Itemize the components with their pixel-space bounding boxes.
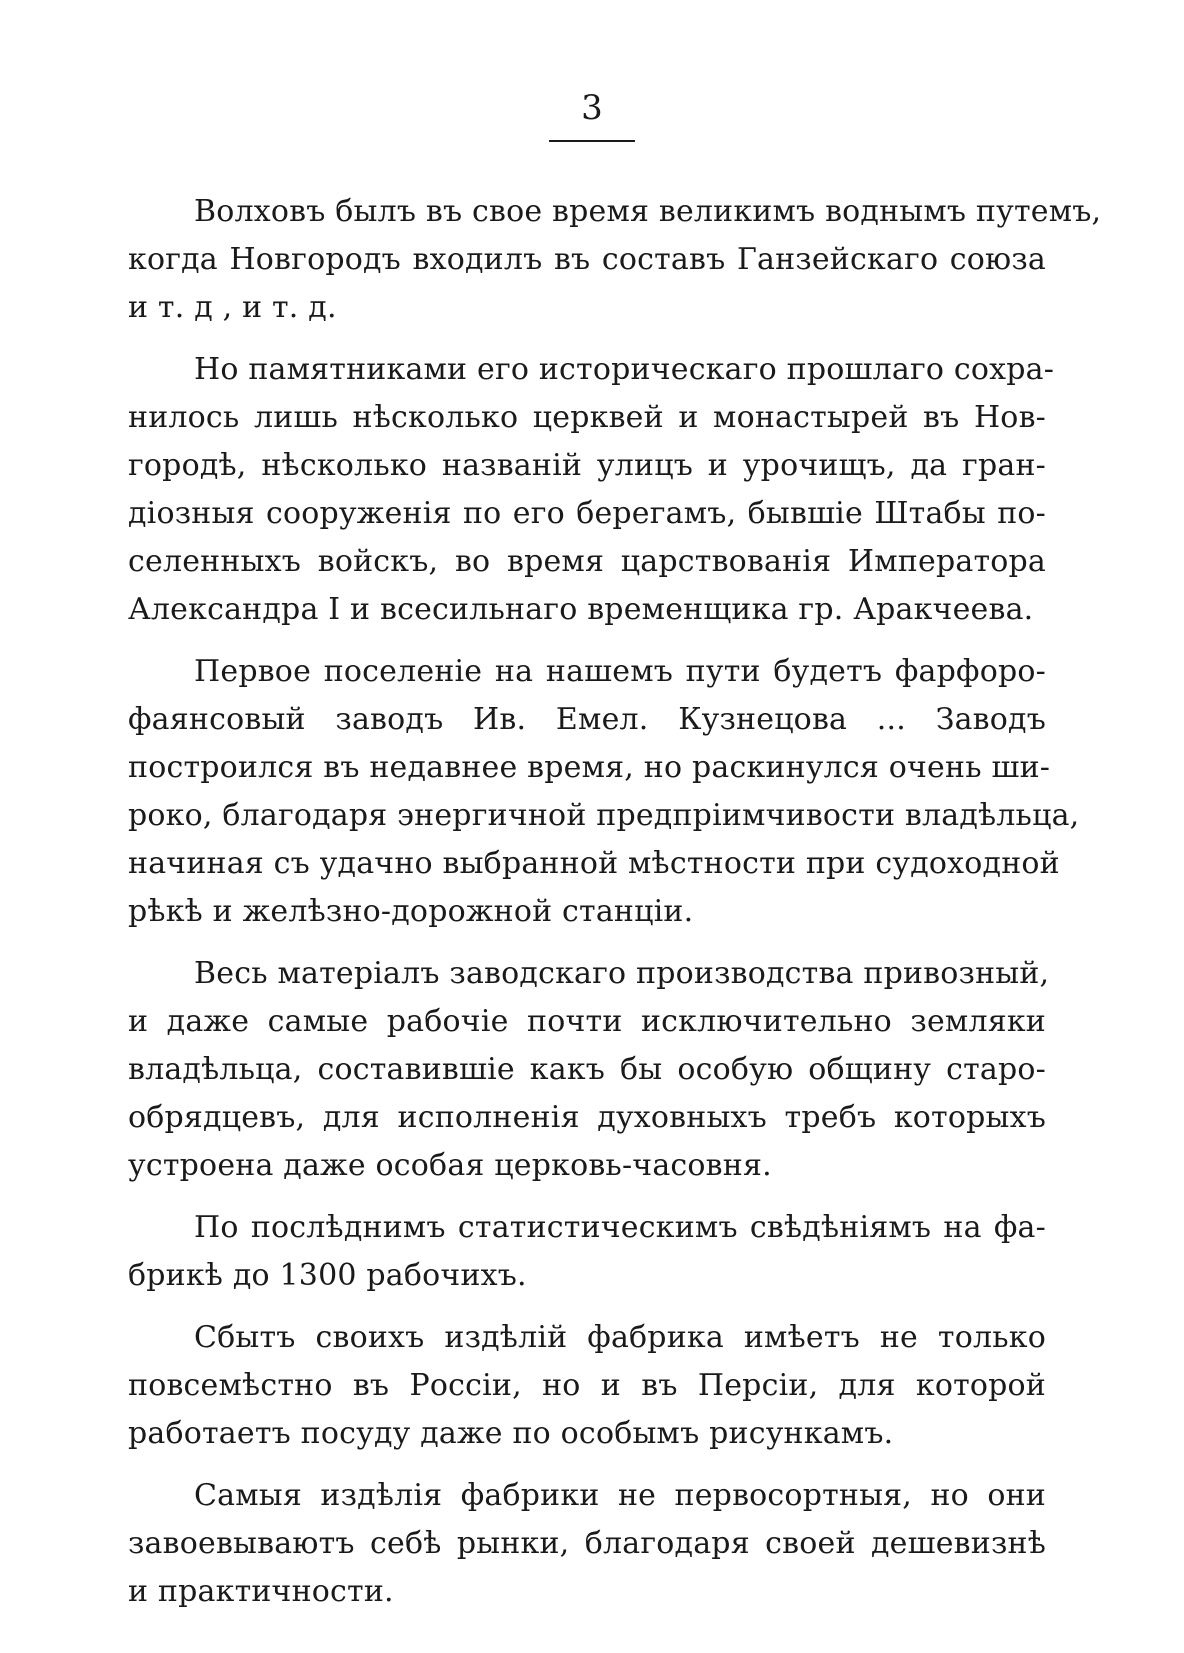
text-line: обрядцевъ, для исполненія духовныхъ требъ которыхъ (128, 1100, 1046, 1135)
text-line: Первое поселеніе на нашемъ пути будетъ фарфоро- (194, 654, 1046, 689)
text-line: и практичности. (128, 1574, 394, 1609)
text-line: рѣкѣ и желѣзно-дорожной станціи. (128, 894, 694, 929)
text-line: владѣльца, составившіе какъ бы особую общину старо- (128, 1052, 1046, 1087)
text-line: и даже самые рабочіе почти исключительно земляки (128, 1004, 1046, 1039)
text-line: устроена даже особая церковь-часовня. (128, 1148, 772, 1183)
text-line: Самыя издѣлія фабрики не первосортныя, но они (194, 1478, 1046, 1513)
text-line: когда Новгородъ входилъ въ составъ Ганзейскаго союза (128, 242, 1046, 277)
body-text (128, 188, 1102, 1630)
text-line: Волховъ былъ въ свое время великимъ воднымъ путемъ, (194, 194, 1102, 229)
page-number-rule (549, 140, 635, 142)
text-line: Но памятниками его историческаго прошлаго сохра- (194, 352, 1055, 387)
paragraph-3 (128, 648, 1080, 936)
text-line: работаетъ посуду даже по особымъ рисункамъ. (128, 1416, 894, 1451)
text-line: діозныя сооруженія по его берегамъ, бывшіе Штабы по- (128, 496, 1046, 531)
text-line: нилось лишь нѣсколько церквей и монастырей въ Нов- (128, 400, 1046, 435)
page-number: 3 (581, 88, 603, 128)
text-line: селенныхъ войскъ, во время царствованія Императора (128, 544, 1046, 579)
text-line: и т. д , и т. д. (128, 290, 337, 325)
paragraph-4 (128, 950, 1050, 1190)
text-line: фаянсовый заводъ Ив. Емел. Кузнецова ... Заводъ (128, 702, 1046, 737)
text-line: Александра I и всесильнаго временщика гр. Аракчеева. (128, 592, 1034, 627)
paragraph-7 (128, 1472, 1046, 1616)
paragraph-2 (128, 346, 1055, 634)
paragraph-5 (128, 1204, 1046, 1300)
paragraph-1 (128, 188, 1102, 332)
text-line: роко, благодаря энергичной предпріимчивости владѣльца, (128, 798, 1080, 833)
text-line: брикѣ до 1300 рабочихъ. (128, 1258, 527, 1293)
text-line: начиная съ удачно выбранной мѣстности при судоходной (128, 846, 1060, 881)
text-line: повсемѣстно въ Россіи, но и въ Персіи, для которой (128, 1368, 1046, 1403)
text-line: По послѣднимъ статистическимъ свѣдѣніямъ на фа- (194, 1210, 1046, 1245)
paragraph-6 (128, 1314, 1046, 1458)
text-line: Сбытъ своихъ издѣлій фабрика имѣетъ не только (194, 1320, 1046, 1355)
text-line: городѣ, нѣсколько названій улицъ и урочищъ, да гран- (128, 448, 1046, 483)
text-line: Весь матеріалъ заводскаго производства привозный, (194, 956, 1050, 991)
text-line: построился въ недавнее время, но раскинулся очень ши- (128, 750, 1051, 785)
text-line: завоевываютъ себѣ рынки, благодаря своей дешевизнѣ (128, 1526, 1046, 1561)
